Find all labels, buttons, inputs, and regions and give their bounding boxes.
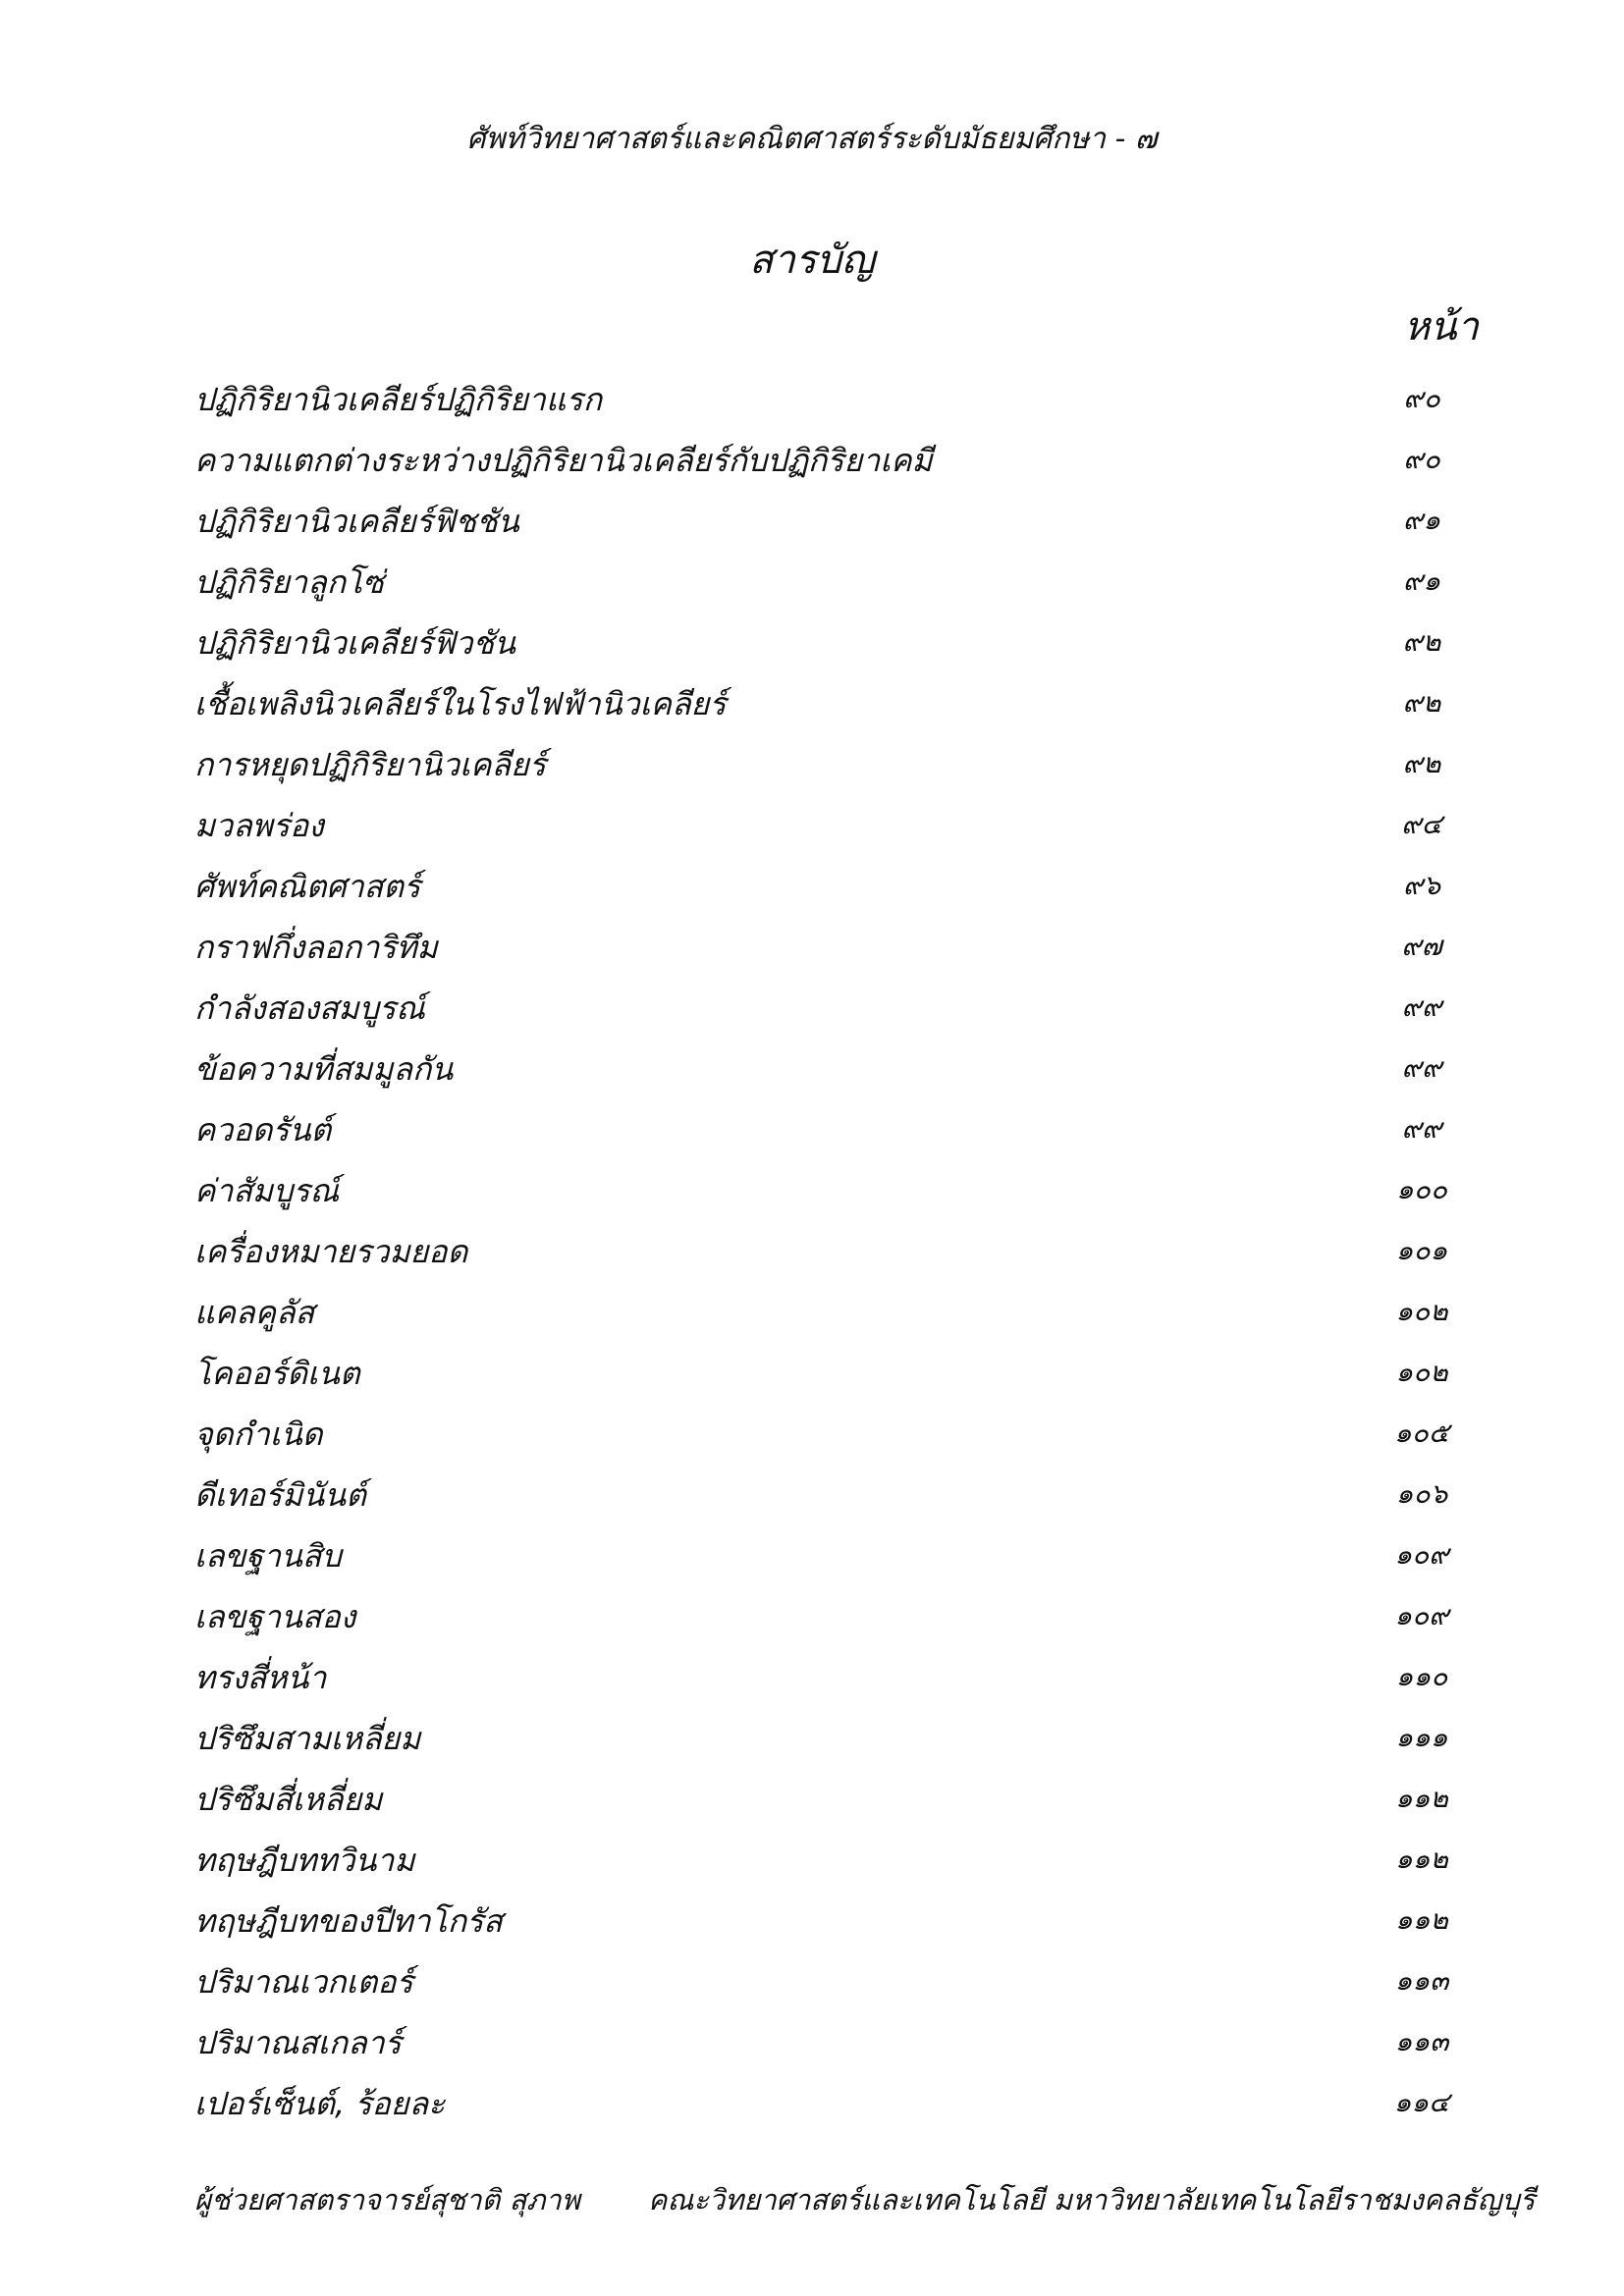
toc-entry-page: ๑๑๒ [1394,1842,1448,1875]
toc-entry-page: ๙๔ [1401,808,1442,840]
footer-author: ผู้ช่วยศาสตราจารย์สุชาติ สุภาพ [194,2183,580,2216]
toc-entry [194,1339,1490,1400]
running-header: ศัพท์วิทยาศาสตร์และคณิตศาสตร์ระดับมัธยมศึกษา - ๗ [466,122,1158,156]
toc-entry [194,1461,1490,1522]
page-column-label: หน้า [1403,304,1479,349]
toc-entry-page: ๑๐๙ [1394,1538,1449,1571]
toc-entry-page: ๙๑ [1402,504,1441,536]
toc-entry [194,609,1490,669]
toc-entry-title: จุดกำเนิด [194,1415,323,1453]
toc-entry [194,913,1490,974]
toc-entry [194,730,1490,791]
toc-entry [194,2069,1490,2130]
toc-entry [194,974,1490,1035]
toc-entry [194,1095,1490,1156]
toc-entry [194,2008,1490,2069]
toc-entry-title: ปริมาณเวกเตอร์ [194,1963,413,2001]
toc-entry-title: ปริมาณสเกลาร์ [194,2024,402,2061]
toc-entry-title: โคออร์ดิเนต [194,1355,360,1392]
toc-entry-page: ๙๙ [1401,990,1442,1023]
footer-affiliation: คณะวิทยาศาสตร์และเทคโนโลยี มหาวิทยาลัยเทคโนโลยีราชมงคลธัญบุรี [648,2183,1536,2216]
toc-entry [194,365,1490,426]
toc-entry-page: ๑๑๒ [1394,1903,1448,1936]
toc-entry-title: ค่าสัมบูรณ์ [194,1172,340,1209]
toc-entry-page: ๙๖ [1402,869,1441,901]
toc-entry [194,1400,1490,1461]
toc-entry [194,1826,1490,1887]
toc-entry-title: ปฏิกิริยานิวเคลียร์ปฏิกิริยาแรก [194,381,603,418]
toc-entry [194,548,1490,609]
toc-entry-page: ๙๙ [1401,1112,1442,1145]
toc-entry [194,1582,1490,1643]
toc-entry-title: ทฤษฎีบททวินาม [194,1842,415,1879]
toc-entry [194,1643,1490,1704]
toc-entry-page: ๙๒ [1402,747,1441,779]
toc-entry-page: ๑๑๐ [1395,1660,1448,1692]
toc-entry-page: ๙๒ [1402,686,1441,719]
toc-entry-page: ๑๐๖ [1395,1477,1448,1510]
toc-entry-title: เครื่องหมายรวมยอด [194,1233,468,1270]
toc-entry-page: ๙๐ [1403,443,1440,475]
table-of-contents [194,365,1490,2130]
toc-entry-title: ปฏิกิริยาลูกโซ่ [194,563,384,601]
toc-entry-title: ข้อความที่สมมูลกัน [194,1050,454,1088]
toc-entry-page: ๙๐ [1403,382,1440,414]
toc-entry [194,1948,1490,2008]
toc-entry-title: ดีเทอร์มินันต์ [194,1476,366,1514]
toc-entry-title: การหยุดปฏิกิริยานิวเคลียร์ [194,746,546,783]
toc-entry-page: ๙๙ [1401,1051,1442,1084]
toc-entry [194,669,1490,730]
toc-entry [194,791,1490,852]
toc-entry [194,1156,1490,1217]
toc-entry [194,1704,1490,1765]
toc-entry-page: ๙๗ [1401,930,1442,962]
toc-entry [194,852,1490,913]
toc-entry-title: ทรงสี่หน้า [194,1659,327,1696]
toc-entry-title: ความแตกต่างระหว่างปฏิกิริยานิวเคลียร์กับปฏิกิริยาเคมี [194,442,933,479]
toc-entry-title: เลขฐานสอง [194,1598,356,1635]
toc-entry-title: เชื้อเพลิงนิวเคลียร์ในโรงไฟฟ้านิวเคลียร์ [194,685,727,722]
toc-entry-title: ปฏิกิริยานิวเคลียร์ฟิชชัน [194,503,519,540]
toc-entry [194,1765,1490,1826]
toc-entry-page: ๑๐๒ [1395,1356,1448,1388]
toc-entry-title: กราฟกึ่งลอการิทึม [194,929,438,966]
toc-entry-page: ๑๐๐ [1396,1173,1447,1205]
toc-entry-page: ๑๐๙ [1394,1599,1449,1631]
toc-entry-title: ทฤษฎีบทของปีทาโกรัส [194,1902,503,1940]
toc-entry-page: ๑๐๕ [1393,1416,1450,1449]
toc-entry-title: ปริซึมสามเหลี่ยม [194,1720,421,1757]
toc-entry [194,1278,1490,1339]
toc-entry-page: ๑๑๔ [1393,2086,1450,2118]
footer [194,2177,1535,2222]
toc-entry [194,1887,1490,1948]
toc-entry-title: มวลพร่อง [194,807,324,844]
toc-entry-page: ๑๑๒ [1394,1782,1448,1814]
toc-entry-page: ๙๒ [1402,625,1441,658]
toc-entry-page: ๑๑๓ [1394,2025,1449,2057]
page-title: สารบัญ [749,238,875,283]
toc-entry-page: ๑๑๓ [1394,1964,1449,1997]
toc-entry-title: แคลคูลัส [194,1294,315,1331]
toc-entry-page: ๙๑ [1402,564,1441,597]
toc-entry-title: ปฏิกิริยานิวเคลียร์ฟิวชัน [194,624,516,662]
toc-entry-title: กำลังสองสมบูรณ์ [194,989,425,1027]
toc-entry-title: ควอดรันต์ [194,1111,332,1148]
toc-entry-page: ๑๐๒ [1395,1295,1448,1327]
toc-entry [194,487,1490,548]
toc-entry [194,426,1490,487]
toc-entry-title: ปริซึมสี่เหลี่ยม [194,1781,383,1818]
toc-entry-page: ๑๐๑ [1395,1234,1448,1266]
toc-entry [194,1035,1490,1095]
toc-entry [194,1217,1490,1278]
toc-entry-title: เลขฐานสิบ [194,1537,342,1575]
toc-entry-page: ๑๑๑ [1395,1721,1448,1753]
toc-entry-title: เปอร์เซ็นต์, ร้อยละ [194,2085,446,2122]
toc-entry [194,1522,1490,1582]
toc-entry-title: ศัพท์คณิตศาสตร์ [194,868,421,905]
